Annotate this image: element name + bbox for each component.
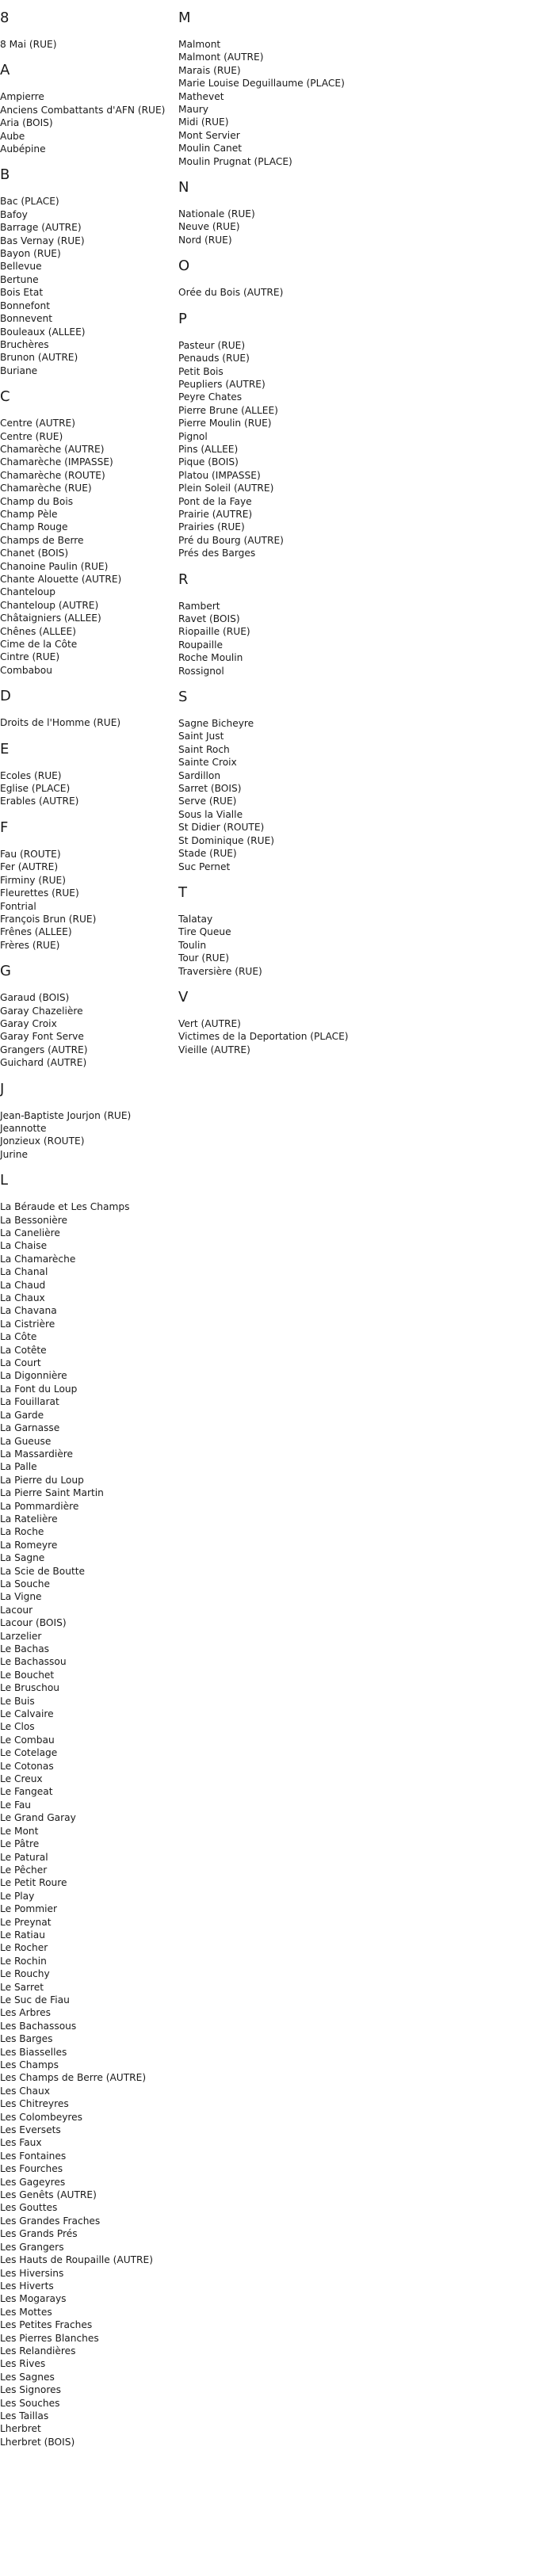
street-link[interactable]: La Scie de Boutte [0,1565,86,1577]
street-link[interactable]: Droits de l'Homme (RUE) [0,717,121,729]
street-link[interactable]: Les Barges [0,2033,53,2045]
street-link[interactable]: Le Play [0,1890,35,1902]
street-link[interactable]: Peupliers (AUTRE) [178,378,266,390]
street-link[interactable]: Le Combau [0,1734,55,1746]
street-link[interactable]: Cintre (RUE) [0,651,60,663]
street-list [178,913,527,978]
street-link[interactable]: La Chavana [0,1305,57,1317]
letter-heading: G [0,963,11,980]
street-link[interactable]: Bonnefont [0,300,51,311]
street-link[interactable]: La Fouillarat [0,1396,59,1408]
street-link[interactable]: Stade (RUE) [178,848,237,860]
street-link[interactable]: Les Chitreyres [0,2098,69,2110]
street-link[interactable]: Aria (BOIS) [0,117,53,129]
letter-heading: V [178,988,189,1006]
street-link[interactable]: Bois Etat [0,287,44,299]
letter-heading: B [0,166,10,184]
street-link[interactable]: Bafoy [0,208,28,220]
street-link[interactable]: La Chamarèche [0,1253,76,1265]
letter-group-8 [0,0,174,51]
letter-heading: T [178,883,187,901]
street-link[interactable]: Les Bachassous [0,2020,77,2032]
street-link[interactable]: Tire Queue [178,926,231,938]
street-link[interactable]: Serve (RUE) [178,796,237,807]
street-link[interactable]: Champ Rouge [0,521,68,533]
street-link[interactable]: Le Rouchy [0,1968,50,1980]
street-link[interactable]: Champ du Bois [0,495,74,507]
street-link[interactable]: Le Bouchet [0,1669,55,1681]
street-link[interactable]: Lherbret [0,2423,41,2435]
street-link[interactable]: Les Grands Prés [0,2228,78,2240]
street-link[interactable]: Les Rives [0,2358,46,2370]
street-link[interactable]: Marie Louise Deguillaume (PLACE) [178,78,345,90]
street-link[interactable]: Chamarèche (IMPASSE) [0,456,113,468]
street-link[interactable]: Les Petites Fraches [0,2319,93,2331]
street-list [178,600,527,677]
street-link[interactable]: La Garnasse [0,1422,60,1434]
street-link[interactable]: Guichard (AUTRE) [0,1057,87,1069]
street-link[interactable]: Les Souches [0,2397,60,2409]
street-link[interactable]: Petit Bois [178,365,224,377]
street-link[interactable]: Les Faux [0,2137,42,2149]
letter-heading: 8 [0,10,10,26]
street-link[interactable]: Le Pommier [0,1903,57,1915]
street-link[interactable]: Les Relandières [0,2345,76,2357]
street-link[interactable]: Les Genêts (AUTRE) [0,2189,97,2201]
letter-group-d [0,677,174,729]
street-link[interactable]: Larzelier [0,1630,42,1642]
letter-heading: R [178,571,189,588]
street-link[interactable]: Nord (RUE) [178,234,232,246]
street-link[interactable]: Les Champs de Berre (AUTRE) [0,2072,147,2084]
street-link[interactable]: Vert (AUTRE) [178,1017,241,1029]
street-list [0,769,174,808]
street-link[interactable]: La Digonnière [0,1370,67,1382]
street-link[interactable]: Le Bachas [0,1643,50,1654]
street-link[interactable]: Marais (RUE) [178,64,241,76]
street-link[interactable]: Pasteur (RUE) [178,339,246,351]
street-link[interactable]: Mont Servier [178,129,240,141]
street-link[interactable]: La Garde [0,1409,44,1421]
street-link[interactable]: Suc Pernet [178,861,231,872]
letter-group-v [178,978,527,1056]
street-link[interactable]: Les Biasselles [0,2046,67,2058]
street-link[interactable]: Nationale (RUE) [178,208,255,220]
street-link[interactable]: Bellevue [0,261,42,273]
street-link[interactable]: Pins (ALLEE) [178,443,239,455]
street-link[interactable]: Le Sarret [0,1981,44,1993]
street-link[interactable]: Garay Croix [0,1017,57,1029]
street-link[interactable]: Lacour [0,1604,33,1616]
street-link[interactable]: Fleurettes (RUE) [0,887,79,899]
street-list [178,717,527,873]
street-link[interactable]: 8 Mai (RUE) [0,39,57,50]
street-link[interactable]: Neuve (RUE) [178,221,240,233]
street-link[interactable]: Chanet (BOIS) [0,548,69,559]
street-link[interactable]: Les Hiversins [0,2267,64,2279]
street-list [178,208,527,246]
street-link[interactable]: Pique (BOIS) [178,456,239,468]
street-link[interactable]: Chamarèche (AUTRE) [0,443,105,455]
street-link[interactable]: Frênes (ALLEE) [0,926,72,938]
street-link[interactable]: La Béraude et Les Champs [0,1201,130,1213]
street-link[interactable]: Malmont (AUTRE) [178,52,264,63]
street-link[interactable]: Rossignol [178,665,224,677]
street-link[interactable]: Le Preynat [0,1916,52,1928]
street-link[interactable]: Moulin Canet [178,143,243,155]
street-link[interactable]: Bas Vernay (RUE) [0,235,85,246]
street-link[interactable]: Les Grangers [0,2241,64,2253]
street-link[interactable]: Talatay [178,913,213,925]
street-link[interactable]: La Pierre du Loup [0,1474,84,1486]
street-link[interactable]: La Court [0,1357,41,1369]
street-link[interactable]: La Côte [0,1331,37,1343]
street-link[interactable]: Châtaigniers (ALLEE) [0,613,101,624]
street-link[interactable]: Les Gouttes [0,2202,58,2214]
street-link[interactable]: Le Petit Roure [0,1877,67,1889]
street-link[interactable]: Ecoles (RUE) [0,769,62,781]
street-list [178,38,527,168]
street-link[interactable]: Le Buis [0,1695,35,1707]
street-link[interactable]: Anciens Combattants d'AFN (RUE) [0,104,166,116]
street-list [178,339,527,560]
letter-heading: J [0,1080,5,1097]
letter-heading: N [178,179,189,197]
street-link[interactable]: Eglise (PLACE) [0,783,71,795]
letter-group-a [0,51,174,155]
street-list [0,716,174,729]
letter-group-o [178,246,527,299]
street-link[interactable]: Fontrial [0,900,36,912]
street-link[interactable]: Buriane [0,364,38,376]
street-list [0,1109,174,1162]
street-link[interactable]: St Dominique (RUE) [178,834,275,846]
street-link[interactable]: Fau (ROUTE) [0,848,61,860]
street-link[interactable]: Bouleaux (ALLEE) [0,326,86,338]
street-link[interactable]: La Chaud [0,1279,46,1291]
street-link[interactable]: Chanteloup (AUTRE) [0,599,99,611]
street-link[interactable]: Les Colombeyres [0,2111,83,2123]
street-link[interactable]: La Cotête [0,1344,47,1356]
street-link[interactable]: Brunon (AUTRE) [0,352,78,364]
street-link[interactable]: Le Ratiau [0,1929,45,1941]
letter-group-m [178,0,527,168]
letter-group-t [178,873,527,978]
street-link[interactable]: La Souche [0,1578,50,1589]
street-link[interactable]: Le Creux [0,1773,43,1785]
street-link[interactable]: Garay Chazelière [0,1005,83,1017]
letter-heading: E [0,740,10,758]
street-link[interactable]: Les Eversets [0,2124,61,2136]
street-link[interactable]: Le Cotelage [0,1747,58,1759]
street-link[interactable]: Pierre Brune (ALLEE) [178,404,278,416]
letter-heading: O [178,258,190,275]
street-link[interactable]: Garaud (BOIS) [0,992,70,1004]
street-link[interactable]: Plein Soleil (AUTRE) [178,483,274,494]
letter-group-l [0,1161,174,2448]
street-link[interactable]: Pré du Bourg (AUTRE) [178,534,284,546]
street-link[interactable]: Moulin Prugnat (PLACE) [178,155,292,167]
street-link[interactable]: La Bessonière [0,1214,67,1226]
street-link[interactable]: Le Pêcher [0,1864,48,1876]
street-link[interactable]: Le Calvaire [0,1708,54,1720]
street-link[interactable]: Jean-Baptiste Jourjon (RUE) [0,1109,132,1121]
street-link[interactable]: Le Grand Garay [0,1812,76,1824]
street-link[interactable]: Vieille (AUTRE) [178,1044,250,1055]
letter-group-p [178,300,527,560]
street-link[interactable]: Victimes de la Deportation (PLACE) [178,1031,349,1043]
street-link[interactable]: Bruchères [0,338,49,350]
street-link[interactable]: Pierre Moulin (RUE) [178,418,272,429]
street-link[interactable]: Le Rochin [0,1955,47,1967]
street-link[interactable]: Les Hiverts [0,2280,54,2292]
street-link[interactable]: Les Fourches [0,2163,63,2175]
street-link[interactable]: Prairies (RUE) [178,521,245,533]
street-link[interactable]: Frères (RUE) [0,939,60,951]
street-link[interactable]: La Canelière [0,1227,60,1238]
street-link[interactable]: Centre (RUE) [0,430,63,442]
street-list [0,38,174,51]
letter-heading: P [178,310,187,327]
street-link[interactable]: Le Rocher [0,1942,48,1954]
letter-group-b [0,155,174,377]
street-link[interactable]: Jurine [0,1148,28,1160]
letter-group-c [0,377,174,677]
street-link[interactable]: Les Hauts de Roupaille (AUTRE) [0,2254,153,2266]
street-link[interactable]: La Font du Loup [0,1383,78,1395]
street-list [178,1017,527,1056]
street-link[interactable]: Les Sagnes [0,2371,55,2383]
street-link[interactable]: Les Signores [0,2384,61,2396]
street-link[interactable]: Roupaille [178,639,223,651]
street-link[interactable]: Aube [0,130,25,142]
street-link[interactable]: Les Mogarays [0,2293,67,2305]
street-link[interactable]: Le Fau [0,1799,32,1811]
street-link[interactable]: Orée du Bois (AUTRE) [178,287,284,299]
street-list [0,1200,174,2448]
letter-group-r [178,560,527,677]
street-link[interactable]: Fer (AUTRE) [0,861,59,873]
letter-heading: D [0,688,11,705]
left-column [0,0,174,2448]
street-link[interactable]: Le Fangeat [0,1786,53,1798]
street-link[interactable]: La Vigne [0,1591,42,1603]
letter-group-e [0,730,174,808]
street-link[interactable]: La Palle [0,1461,37,1473]
street-link[interactable]: Lherbret (BOIS) [0,2436,75,2448]
street-link[interactable]: La Pommardière [0,1500,79,1512]
letter-group-s [178,677,527,873]
street-link[interactable]: Le Pâtre [0,1838,40,1850]
street-link[interactable]: Malmont [178,39,221,50]
street-link[interactable]: St Didier (ROUTE) [178,822,265,834]
letter-group-g [0,952,174,1069]
street-link[interactable]: Jonzieux (ROUTE) [0,1135,85,1147]
street-list [0,90,174,155]
street-link[interactable]: Barrage (AUTRE) [0,222,82,234]
street-link[interactable]: La Sagne [0,1552,45,1564]
letter-heading: A [0,62,10,79]
street-link[interactable]: Chamarèche (ROUTE) [0,469,105,481]
street-link[interactable]: Centre (AUTRE) [0,418,76,429]
letter-group-f [0,808,174,952]
street-link[interactable]: Bac (PLACE) [0,196,59,208]
street-link[interactable]: Saint Just [178,731,224,742]
street-link[interactable]: Les Fontaines [0,2150,67,2162]
street-link[interactable]: La Gueuse [0,1435,52,1447]
street-link[interactable]: Le Mont [0,1825,39,1837]
street-link[interactable]: Pignol [178,430,208,442]
street-link[interactable]: Les Mottes [0,2306,52,2318]
street-link[interactable]: Les Gageyres [0,2176,66,2188]
street-link[interactable]: La Ratelière [0,1513,58,1525]
right-column [178,0,527,1056]
street-link[interactable]: La Romeyre [0,1539,58,1551]
street-link[interactable]: Sous la Vialle [178,808,243,820]
street-link[interactable]: Le Patural [0,1851,48,1863]
street-link[interactable]: Garay Font Serve [0,1031,84,1043]
street-link[interactable]: Jeannotte [0,1122,47,1134]
street-link[interactable]: La Massardière [0,1448,73,1460]
street-link[interactable]: Champ Pèle [0,508,58,520]
street-link[interactable]: Roche Moulin [178,652,243,664]
street-link[interactable]: Penauds (RUE) [178,353,250,364]
street-link[interactable]: Sainte Croix [178,757,237,769]
street-link[interactable]: Aubépine [0,143,46,155]
street-link[interactable]: Chanteloup [0,586,56,598]
street-link[interactable]: Platou (IMPASSE) [178,469,261,481]
letter-heading: C [0,388,10,406]
street-link[interactable]: Erables (AUTRE) [0,796,79,807]
street-link[interactable]: Les Pierres Blanches [0,2332,99,2344]
street-link[interactable]: La Cistrière [0,1318,55,1330]
street-link[interactable]: La Chaux [0,1292,45,1304]
street-list [0,195,174,377]
street-link[interactable]: Rambert [178,600,220,612]
street-link[interactable]: Le Clos [0,1721,35,1733]
letter-heading: L [0,1172,9,1189]
street-link[interactable]: Midi (RUE) [178,116,229,128]
street-link[interactable]: Traversière (RUE) [178,965,262,977]
letter-heading: F [0,819,9,836]
street-link[interactable]: Chanoine Paulin (RUE) [0,560,109,572]
street-link[interactable]: Chênes (ALLEE) [0,625,77,637]
street-link[interactable]: La Roche [0,1526,44,1538]
street-link[interactable]: Bonnevent [0,313,52,325]
street-link[interactable]: Mathevet [178,90,224,102]
street-link[interactable]: Bertune [0,273,39,285]
street-list [0,417,174,677]
street-link[interactable]: Le Cotonas [0,1760,54,1772]
street-link[interactable]: Peyre Chates [178,391,243,403]
street-list [0,848,174,952]
letter-group-n [178,168,527,246]
street-link[interactable]: La Chaise [0,1240,48,1252]
street-link[interactable]: La Chanal [0,1266,48,1278]
street-list [0,991,174,1069]
street-link[interactable]: Riopaille (RUE) [178,626,250,638]
street-link[interactable]: Les Grandes Fraches [0,2215,101,2227]
street-link[interactable]: Maury [178,104,208,116]
street-link[interactable]: Champs de Berre [0,534,84,546]
street-link[interactable]: Grangers (AUTRE) [0,1044,88,1055]
street-link[interactable]: Prairie (AUTRE) [178,508,253,520]
street-link[interactable]: Les Arbres [0,2007,51,2019]
street-link[interactable]: La Pierre Saint Martin [0,1487,104,1499]
street-link[interactable]: Sardillon [178,769,221,781]
street-link[interactable]: Chamarèche (RUE) [0,483,92,494]
street-link[interactable]: Sarret (BOIS) [178,783,242,795]
street-link[interactable]: Bayon (RUE) [0,248,61,260]
street-link[interactable]: Le Suc de Fiau [0,1994,70,2005]
street-link[interactable]: Saint Roch [178,743,230,755]
street-link[interactable]: Les Champs [0,2059,59,2070]
street-link[interactable]: Les Chaux [0,2085,50,2097]
street-link[interactable]: Sagne Bicheyre [178,718,254,730]
street-link[interactable]: Les Taillas [0,2410,49,2421]
street-link[interactable]: Prés des Barges [178,548,256,559]
street-link[interactable]: Le Bruschou [0,1682,59,1694]
letter-heading: S [178,689,188,706]
street-list [178,286,527,299]
street-link[interactable]: Tour (RUE) [178,952,230,964]
street-link[interactable]: Le Bachassou [0,1656,67,1668]
street-link[interactable]: Lacour (BOIS) [0,1617,67,1629]
street-link[interactable]: Combabou [0,664,52,676]
street-link[interactable]: Cime de la Côte [0,639,78,651]
street-link[interactable]: Chante Alouette (AUTRE) [0,574,122,585]
street-link[interactable]: Ampierre [0,91,44,103]
letter-group-j [0,1070,174,1162]
street-link[interactable]: François Brun (RUE) [0,913,97,925]
street-link[interactable]: Toulin [178,939,207,951]
street-link[interactable]: Ravet (BOIS) [178,613,240,624]
street-link[interactable]: Firminy (RUE) [0,874,66,886]
letter-heading: M [178,10,191,26]
street-link[interactable]: Pont de la Faye [178,495,252,507]
